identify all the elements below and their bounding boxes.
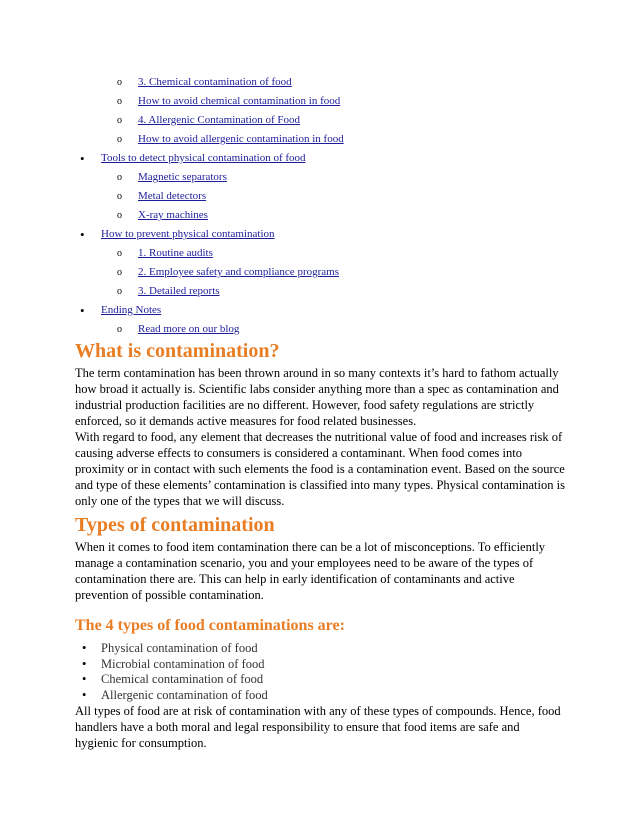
toc-item: [0, 244, 638, 263]
bullet-icon: •: [80, 151, 85, 166]
toc-item: [0, 263, 638, 282]
circle-bullet-icon: o: [117, 286, 122, 297]
circle-bullet-icon: o: [117, 77, 122, 88]
toc-link[interactable]: 4. Allergenic Contamination of Food: [138, 114, 301, 126]
circle-bullet-icon: o: [117, 267, 122, 278]
list-item-text: Allergenic contamination of food: [101, 687, 268, 702]
toc-item: [0, 111, 638, 130]
toc-link[interactable]: Ending Notes: [101, 304, 162, 316]
list-item: [75, 641, 565, 657]
bullet-icon: •: [82, 641, 87, 655]
toc-item: [0, 206, 638, 225]
toc-link[interactable]: Read more on our blog: [138, 323, 240, 335]
list-item: [75, 657, 565, 673]
circle-bullet-icon: o: [117, 96, 122, 107]
list-item-text: Microbial contamination of food: [101, 656, 265, 671]
bullet-icon: •: [82, 672, 87, 686]
circle-bullet-icon: o: [117, 172, 122, 183]
heading-types-of-contamination: Types of contamination: [75, 514, 275, 536]
table-of-contents: [0, 73, 638, 339]
toc-link[interactable]: How to prevent physical contamination: [101, 228, 275, 240]
circle-bullet-icon: o: [117, 134, 122, 145]
toc-link[interactable]: Tools to detect physical contamination of food: [101, 152, 306, 164]
toc-link[interactable]: 1. Routine audits: [138, 247, 213, 259]
toc-item: [0, 225, 638, 244]
list-item: [75, 672, 565, 688]
bullet-icon: •: [80, 303, 85, 318]
toc-item: [0, 168, 638, 187]
list-item-text: Physical contamination of food: [101, 641, 258, 655]
paragraph: When it comes to food item contamination there can be a lot of misconceptions. To efficiently manage a contamination scenario, you and your employees need to be aware of the types of contamination there are. This can help in early identification of contaminants and active prevention of possible contamination.: [75, 540, 546, 602]
toc-item: [0, 92, 638, 111]
toc-link[interactable]: X-ray machines: [138, 209, 208, 221]
toc-link[interactable]: Magnetic separators: [138, 171, 227, 183]
article-body: [75, 340, 565, 751]
bullet-icon: •: [80, 227, 85, 242]
paragraph: With regard to food, any element that decreases the nutritional value of food and increases risk of causing adverse effects to consumers is considered a contaminant. When food comes into proximity or in contact with such elements the food is a contamination event. Based on the source and type of these elements’ contamination is classified into many types. Physical contamination is only one of the types that we will discuss.: [75, 430, 565, 508]
toc-item: [0, 282, 638, 301]
paragraph: The term contamination has been thrown around in so many contexts it’s hard to fathom actually how broad it actually is. Scientific labs consider anything more than a spec as contamination and industrial production facilities are no different. However, food safety regulations are strictly enforced, so it demands active measures for food related businesses.: [75, 366, 559, 428]
circle-bullet-icon: o: [117, 324, 122, 335]
toc-item: [0, 320, 638, 339]
list-item-text: Chemical contamination of food: [101, 672, 264, 686]
toc-item: [0, 73, 638, 92]
toc-item: [0, 149, 638, 168]
heading-four-types: The 4 types of food contaminations are:: [75, 617, 345, 634]
bullet-icon: •: [82, 687, 87, 702]
toc-item: [0, 187, 638, 206]
toc-link[interactable]: 3. Chemical contamination of food: [138, 76, 292, 88]
circle-bullet-icon: o: [117, 115, 122, 126]
circle-bullet-icon: o: [117, 248, 122, 259]
toc-link[interactable]: How to avoid chemical contamination in food: [138, 95, 341, 107]
contamination-types-list: [75, 641, 565, 703]
heading-what-is-contamination: What is contamination?: [75, 340, 280, 362]
circle-bullet-icon: o: [117, 210, 122, 221]
paragraph: All types of food are at risk of contamination with any of these types of compounds. Hence, food handlers have a both moral and legal responsibility to ensure that food items are safe and hygienic for consumption.: [75, 704, 561, 750]
toc-link[interactable]: 3. Detailed reports: [138, 285, 220, 297]
circle-bullet-icon: o: [117, 191, 122, 202]
toc-link[interactable]: 2. Employee safety and compliance programs: [138, 266, 339, 278]
toc-item: [0, 130, 638, 149]
bullet-icon: •: [82, 656, 87, 671]
toc-link[interactable]: Metal detectors: [138, 190, 207, 202]
toc-item: [0, 301, 638, 320]
toc-link[interactable]: How to avoid allergenic contamination in food: [138, 133, 344, 145]
list-item: [75, 688, 565, 704]
